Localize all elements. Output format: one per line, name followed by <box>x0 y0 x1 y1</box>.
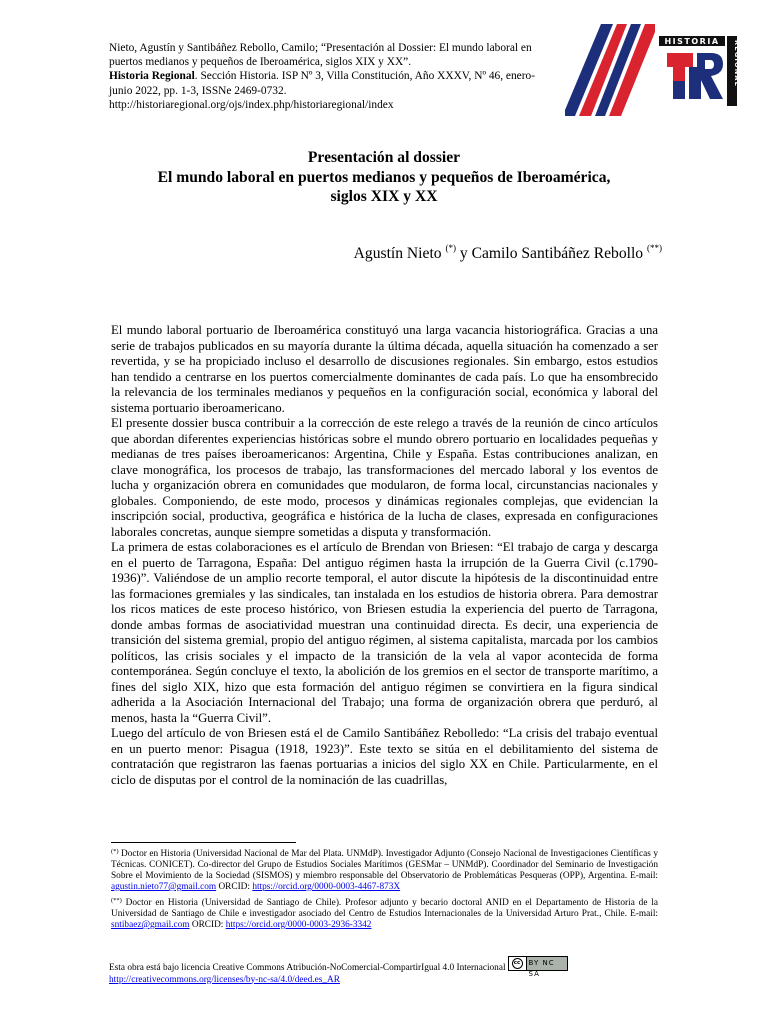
author-connector: y <box>455 245 472 262</box>
footnote-2-text: Doctor en Historia (Universidad de Santiago de Chile). Profesor adjunto y becario doctoral ANID en el Departamento de Historia de la Universidad de Santiago de Chile e investigador asociado del Centro de Estudios Internacionales de la Universidad Arturo Prat., Chile. E-mail: <box>111 898 658 919</box>
logo-top-text: HISTORIA <box>664 37 720 46</box>
cc-terms-icon: BY NC SA <box>528 959 555 978</box>
footnote-1-text: Doctor en Historia (Universidad Nacional de Mar del Plata. UNMdP). Investigador Adjunto (Consejo Nacional de Investigaciones Científicas y Técnicas. CONICET). Co-director del Grupo de Estudios Sociales Marítimos (GESMar – UNMdP). Coordinador del Seminario de Investigación Sobre el Movimiento de la Sociedad (SISMOS) y miembro responsable del Observatorio de Problemáticas Pesqueras (OPP), Argentina. E-mail: <box>111 849 658 881</box>
orcid-link-nieto[interactable]: https://orcid.org/0000-0003-4467-873X <box>252 882 401 892</box>
email-link-santibanez[interactable]: sntibaez@gmail.com <box>111 920 190 930</box>
footnote-1-mark: (*) <box>111 848 119 855</box>
paragraph: Luego del artículo de von Briesen está el de Camilo Santibáñez Rebolledo: “La crisis del trabajo eventual en un puerto menor: Pisagua (1918, 1923)”. Este texto se sitúa en el debilitamiento del sistema de contratación que registraron las faenas portuarias a inicios del siglo XX en Chile. Particularmente, en el ciclo de disputas por el control de la nominación de las cuadrillas, <box>111 726 658 787</box>
orcid-link-santibanez[interactable]: https://orcid.org/0000-0003-2936-3342 <box>225 920 372 930</box>
license-line <box>109 956 629 978</box>
title-line-3: siglos XIX y XX <box>330 188 438 205</box>
journal-url[interactable]: http://historiaregional.org/ojs/index.php/historiaregional/index <box>109 98 394 111</box>
footnote-mark-1: (*) <box>445 243 456 253</box>
license-url[interactable]: http://creativecommons.org/licenses/by-nc-sa/4.0/deed.es_AR <box>109 974 340 985</box>
citation-header <box>109 41 549 112</box>
journal-name: Historia Regional <box>109 70 195 83</box>
footnote-2 <box>111 895 658 931</box>
citation-details: . Sección Historia. ISP Nº 3, Villa Constitución, Año XXXV, Nº 46, enero-junio 2022, pp. 1-3, ISSNe 2469-0732. <box>109 70 536 97</box>
footnote-1 <box>111 846 658 893</box>
footnotes <box>111 846 658 933</box>
citation-journal <box>109 69 549 97</box>
email-link-nieto[interactable]: agustin.nieto77@gmail.com <box>111 882 217 892</box>
logo-side-text: REGIONAL <box>733 40 741 87</box>
paragraph: El mundo laboral portuario de Iberoamérica constituyó una larga vacancia historiográfica. Gracias a una serie de trabajos publicados en su mayoría durante la última década, aquella situación ha comenzado a ser revertida, y se ha propiciado incluso el desarrollo de discusiones regionales. Sin embargo, estos estudios han tendido a centrarse en los puertos comercialmente dominantes de cada país. Lo que ha ensombrecido la relevancia de los terminales medianos y pequeños en la configuración social, económica y laboral del sistema portuario iberoamericano. <box>111 323 658 415</box>
footnote-mark-2: (**) <box>647 243 662 253</box>
orcid-label: ORCID: <box>216 882 253 892</box>
author-nieto: Agustín Nieto <box>353 245 442 262</box>
article-title <box>100 148 668 207</box>
paragraph: La primera de estas colaboraciones es el artículo de Brendan von Briesen: “El trabajo de carga y descarga en el puerto de Tarragona, España: Del antiguo régimen hasta la irrupción de la Guerra Civil (c.1790-1936)”. Valiéndose de un amplio recorte temporal, el autor discute la hipótesis de la discontinuidad entre las formaciones gremiales y las sindicales, tan instalada en los estudios de historia obrera. Para demostrar los ricos matices de este proceso histórico, von Briesen estudia la experiencia del puerto de Tarragona, donde ambas formas de asociatividad muestran una continuidad directa. Es decir, una experiencia de transición del sistema gremial, propio del antiguo régimen, al sistema capitalista, marcada por los cambios políticos, las crisis sociales y el impacto de la transición de la vela al vapor acontecida de forma contemporánea. Según concluye el texto, la abolición de los gremios en el sector de transporte marítimo, a fines del siglo XIX, hizo que esta formación del antiguo régimen se convirtiera en la figura sindical adherida a la Asociación Internacional del Trabajo; una forma de organización obrera que perduró, al menos, hasta la “Guerra Civil”. <box>111 540 658 725</box>
license-notice <box>109 956 629 986</box>
author-line <box>250 238 662 264</box>
title-line-2: El mundo laboral en puertos medianos y pequeños de Iberoamérica, <box>157 168 611 186</box>
body-text <box>111 323 658 788</box>
cc-icon: cc <box>512 958 523 969</box>
title-line-1: Presentación al dossier <box>307 149 461 166</box>
license-text: Esta obra está bajo licencia Creative Commons Atribución-NoComercial-CompartirIgual 4.0 Internacional <box>109 963 506 973</box>
paragraph: El presente dossier busca contribuir a la corrección de este relego a través de la reunión de cinco artículos que abordan diferentes experiencias históricas sobre el mundo obrero portuario en localidades pequeñas y medianas de tres países iberoamericanos: Argentina, Chile y España. Estas contribuciones analizan, en clave monográfica, los procesos de trabajo, las transformaciones del mercado laboral y los eventos de lucha y organización obrera en comunidades que modularon, de forma local, circunstancias nacionales y globales. Componiendo, de este modo, procesos y dinámicas regionales complejas, que evidencian la inscripción social, productiva, geográfica e histórica de la lucha de clases, expresada en configuraciones laborales concretas, aunque siempre sometidas a disputa y transformación. <box>111 416 658 539</box>
author-santibanez: Camilo Santibáñez Rebollo <box>471 245 644 262</box>
footnote-2-mark: (**) <box>111 897 122 904</box>
footnote-divider <box>111 842 296 843</box>
stripes-logo-icon <box>565 24 655 116</box>
cc-by-nc-sa-badge-icon[interactable] <box>508 956 568 978</box>
citation-authors-title: Nieto, Agustín y Santibáñez Rebollo, Camilo; “Presentación al Dossier: El mundo laboral en puertos medianos y pequeños de Iberoamérica, siglos XIX y XX”. <box>109 42 532 69</box>
orcid-label: ORCID: <box>189 920 226 930</box>
historia-regional-logo-icon <box>659 36 739 106</box>
